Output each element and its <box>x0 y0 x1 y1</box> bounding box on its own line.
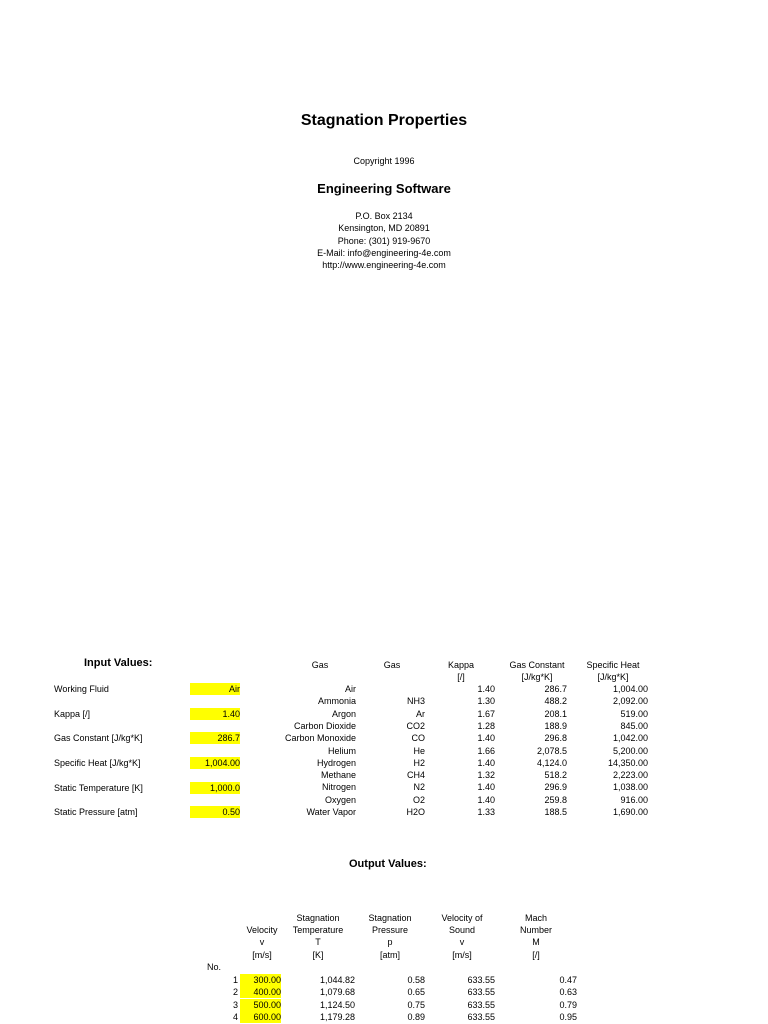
gas-formula: CH4 <box>406 770 425 781</box>
gas-name: Methane <box>320 770 356 781</box>
mach-number-value: 0.63 <box>559 987 577 998</box>
stagnation-temperature-value: 1,124.50 <box>319 999 355 1010</box>
output-column-header: [m/s] <box>452 949 472 960</box>
input-label: Specific Heat [J/kg*K] <box>54 758 141 768</box>
gas-kappa: 1.40 <box>477 794 495 805</box>
gas-constant: 2,078.5 <box>536 745 567 756</box>
input-label: Working Fluid <box>54 684 109 694</box>
gas-specific-heat: 519.00 <box>620 708 648 719</box>
gas-constant: 259.8 <box>544 794 567 805</box>
output-column-header: Number <box>519 925 552 936</box>
velocity-input[interactable]: 300.00 <box>240 974 281 986</box>
page-title: Stagnation Properties <box>300 112 468 129</box>
row-number-label: No. <box>207 962 222 972</box>
output-column-header: Mach <box>524 913 547 923</box>
gas-constant: 208.1 <box>544 708 567 719</box>
gas-constant: 188.9 <box>544 720 567 731</box>
row-number: 4 <box>232 1011 238 1022</box>
gas-name: Helium <box>327 745 356 756</box>
output-column-header: Stagnation <box>296 913 340 923</box>
output-column-header: v <box>259 937 265 948</box>
sound-velocity-value: 633.55 <box>467 1011 495 1022</box>
velocity-input[interactable]: 600.00 <box>240 1011 281 1023</box>
gas-constant: 518.2 <box>544 770 567 781</box>
gas-kappa: 1.66 <box>477 745 495 756</box>
velocity-input[interactable]: 500.00 <box>240 999 281 1011</box>
mach-number-value: 0.95 <box>559 1011 577 1022</box>
input-label: Static Pressure [atm] <box>54 807 138 817</box>
mach-number-value: 0.79 <box>559 999 577 1010</box>
gas-formula: Ar <box>416 708 425 719</box>
input-label: Gas Constant [J/kg*K] <box>54 733 143 743</box>
gas-constant: 188.5 <box>544 807 567 817</box>
stagnation-pressure-value: 0.58 <box>407 975 425 985</box>
output-column-header: Velocity of <box>441 913 483 923</box>
row-number: 3 <box>232 999 238 1010</box>
gas-table-unit: [J/kg*K] <box>597 672 629 682</box>
gas-formula: H2O <box>406 807 425 817</box>
gas-kappa: 1.40 <box>477 684 495 694</box>
gas-constant: 296.9 <box>544 782 567 793</box>
sound-velocity-value: 633.55 <box>467 975 495 985</box>
input-label: Kappa [/] <box>54 709 91 719</box>
gas-table-header: Gas <box>311 660 329 670</box>
sound-velocity-value: 633.55 <box>467 987 495 998</box>
stagnation-pressure-value: 0.89 <box>407 1011 425 1022</box>
gas-name: Oxygen <box>324 794 356 805</box>
output-column-header: Sound <box>448 925 476 936</box>
gas-constant: 286.7 <box>544 684 567 694</box>
gas-formula: NH3 <box>406 696 425 707</box>
gas-kappa: 1.67 <box>477 708 495 719</box>
gas-constant: 488.2 <box>544 696 567 707</box>
gas-formula: CO2 <box>406 720 425 731</box>
gas-name: Carbon Dioxide <box>293 720 356 731</box>
phone-line: Phone: (301) 919-9670 <box>337 236 431 246</box>
mach-number-value: 0.47 <box>559 975 577 985</box>
gas-specific-heat: 14,350.00 <box>607 757 648 768</box>
copyright-text: Copyright 1996 <box>353 156 415 166</box>
input-values-heading: Input Values: <box>84 657 153 669</box>
sound-velocity-value: 633.55 <box>467 999 495 1010</box>
stagnation-temperature-value: 1,179.28 <box>319 1011 355 1022</box>
output-column-header: [atm] <box>379 949 400 960</box>
gas-kappa: 1.33 <box>477 807 495 817</box>
static-pressure-input[interactable]: 0.50 <box>190 806 240 818</box>
row-number: 1 <box>232 975 238 985</box>
address-line: P.O. Box 2134 <box>355 211 413 221</box>
gas-constant-input[interactable]: 286.7 <box>190 732 240 744</box>
gas-kappa: 1.32 <box>477 770 495 781</box>
gas-specific-heat: 2,092.00 <box>612 696 648 707</box>
gas-kappa: 1.40 <box>477 733 495 744</box>
gas-kappa: 1.28 <box>477 720 495 731</box>
gas-specific-heat: 1,004.00 <box>612 684 648 694</box>
working-fluid-input[interactable]: Air <box>190 683 240 695</box>
stagnation-temperature-value: 1,079.68 <box>319 987 355 998</box>
kappa-input[interactable]: 1.40 <box>190 708 240 720</box>
gas-constant: 4,124.0 <box>536 757 567 768</box>
company-name: Engineering Software <box>317 181 451 196</box>
gas-table-header: Kappa <box>447 660 475 670</box>
output-column-header: [/] <box>532 949 540 960</box>
output-column-header: T <box>315 937 321 948</box>
gas-formula: N2 <box>413 782 425 793</box>
output-column-header: M <box>532 937 540 948</box>
static-temperature-input[interactable]: 1,000.0 <box>190 782 240 794</box>
gas-formula: H2 <box>413 757 425 768</box>
output-column-header: [m/s] <box>252 949 272 960</box>
address-line: Kensington, MD 20891 <box>338 223 430 233</box>
gas-name: Argon <box>331 708 356 719</box>
gas-formula: O2 <box>412 794 425 805</box>
gas-constant: 296.8 <box>544 733 567 744</box>
input-label: Static Temperature [K] <box>54 783 143 793</box>
stagnation-pressure-value: 0.75 <box>407 999 425 1010</box>
output-column-header: [K] <box>312 949 324 960</box>
output-column-header: Temperature <box>292 925 344 936</box>
gas-kappa: 1.40 <box>477 782 495 793</box>
gas-table-header: Gas Constant <box>509 660 565 670</box>
gas-specific-heat: 1,038.00 <box>612 782 648 793</box>
gas-name: Water Vapor <box>306 807 356 817</box>
gas-table-unit: [J/kg*K] <box>521 672 553 682</box>
gas-specific-heat: 2,223.00 <box>612 770 648 781</box>
output-column-header: v <box>459 937 465 948</box>
gas-kappa: 1.30 <box>477 696 495 707</box>
gas-formula <box>372 683 425 695</box>
specific-heat-input[interactable]: 1,004.00 <box>190 757 240 769</box>
gas-specific-heat: 5,200.00 <box>612 745 648 756</box>
website-link[interactable]: http://www.engineering-4e.com <box>322 260 446 270</box>
gas-name: Hydrogen <box>316 757 356 768</box>
gas-name: Ammonia <box>317 696 356 707</box>
output-column-header: Pressure <box>371 925 408 936</box>
gas-name: Nitrogen <box>321 782 356 793</box>
output-values-heading: Output Values: <box>349 858 427 870</box>
output-column-header: p <box>387 937 393 948</box>
velocity-input[interactable]: 400.00 <box>240 986 281 998</box>
output-column-header: Stagnation <box>368 913 412 923</box>
gas-specific-heat: 1,690.00 <box>612 807 648 817</box>
gas-formula: CO <box>411 733 425 744</box>
output-column-header: Velocity <box>246 925 278 936</box>
row-number: 2 <box>232 987 238 998</box>
email-line: E-Mail: info@engineering-4e.com <box>317 248 451 258</box>
gas-specific-heat: 916.00 <box>620 794 648 805</box>
gas-specific-heat: 1,042.00 <box>612 733 648 744</box>
gas-table-header: Specific Heat <box>586 660 640 670</box>
stagnation-pressure-value: 0.65 <box>407 987 425 998</box>
stagnation-temperature-value: 1,044.82 <box>319 975 355 985</box>
gas-name: Air <box>345 684 356 694</box>
gas-specific-heat: 845.00 <box>620 720 648 731</box>
gas-table-unit: [/] <box>457 672 465 682</box>
gas-kappa: 1.40 <box>477 757 495 768</box>
gas-table-header: Gas <box>383 660 401 670</box>
gas-formula: He <box>413 745 425 756</box>
gas-name: Carbon Monoxide <box>284 733 356 744</box>
